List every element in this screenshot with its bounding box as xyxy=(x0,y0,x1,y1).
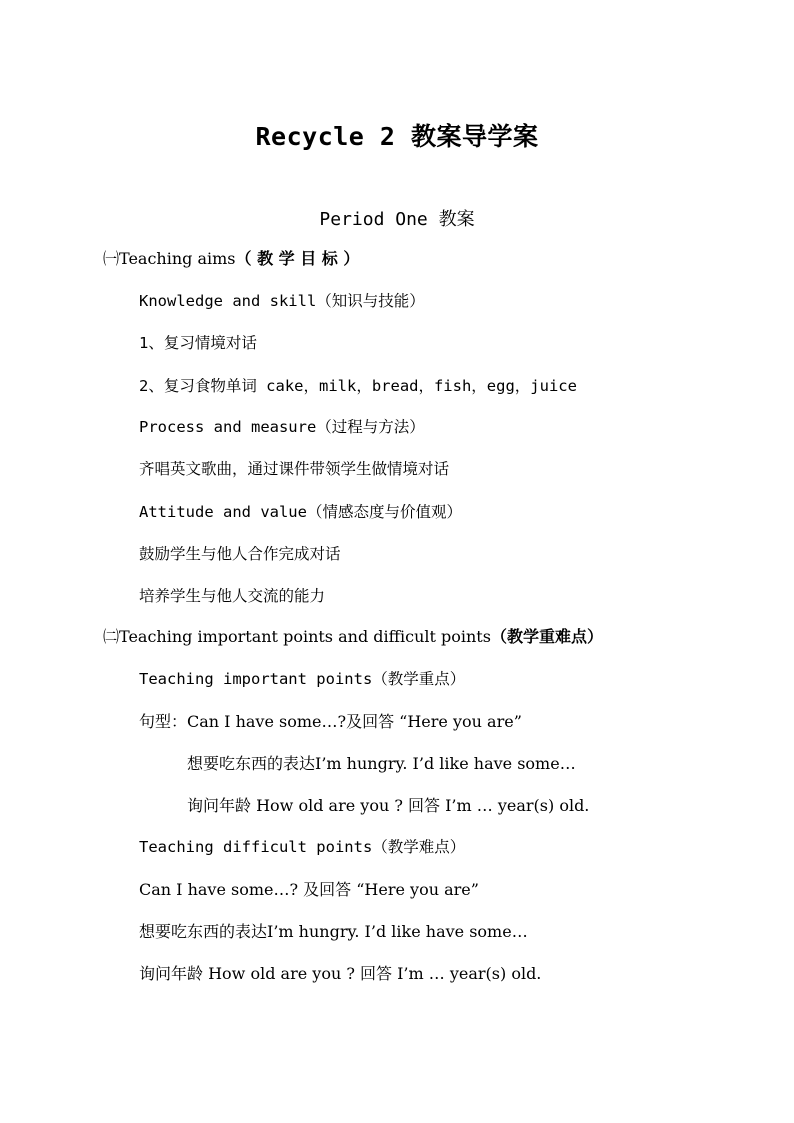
difficult-line-3: 询问年龄 How old are you ? 回答 I’m … year(s) old. xyxy=(139,964,542,983)
document-subtitle: Period One 教案 xyxy=(319,209,475,230)
section1-heading-cn: （ 教 学 目 标 ） xyxy=(235,249,360,268)
difficult-line-1: Can I have some…? 及回答 “Here you are” xyxy=(139,880,479,899)
process-measure-label: Process and measure（过程与方法） xyxy=(139,418,425,436)
section2-heading-prefix: ㈡ xyxy=(103,627,120,646)
document-title: Recycle 2 教案导学案 xyxy=(255,122,539,151)
aim-item-2: 2、复习食物单词 cake，milk，bread，fish，egg，juice xyxy=(139,377,577,395)
process-measure-text: 齐唱英文歌曲，通过课件带领学生做情境对话 xyxy=(139,460,450,478)
important-sub-1: 想要吃东西的表达I’m hungry. I’d like have some… xyxy=(187,754,576,773)
section2-heading-cn: （教学重难点） xyxy=(490,627,603,646)
attitude-value-label: Attitude and value（情感态度与价值观） xyxy=(139,503,462,521)
important-sub-2: 询问年龄 How old are you ? 回答 I’m … year(s) old. xyxy=(187,796,590,815)
section2-heading xyxy=(103,626,603,648)
important-sentence: 句型：Can I have some…?及回答 “Here you are” xyxy=(139,712,522,731)
knowledge-skill-label: Knowledge and skill（知识与技能） xyxy=(139,292,425,310)
section1-heading xyxy=(103,248,359,270)
aim-item-1: 1、复习情境对话 xyxy=(139,334,257,352)
difficult-points-label: Teaching difficult points（教学难点） xyxy=(139,838,466,856)
section2-heading-en: Teaching important points and difficult points xyxy=(119,627,491,646)
attitude-value-text-2: 培养学生与他人交流的能力 xyxy=(139,587,326,605)
section1-heading-en: Teaching aims xyxy=(119,249,236,268)
difficult-line-2: 想要吃东西的表达I’m hungry. I’d like have some… xyxy=(139,922,528,941)
important-points-label: Teaching important points（教学重点） xyxy=(139,670,466,688)
attitude-value-text-1: 鼓励学生与他人合作完成对话 xyxy=(139,545,341,563)
section1-heading-prefix: ㈠ xyxy=(103,249,120,268)
